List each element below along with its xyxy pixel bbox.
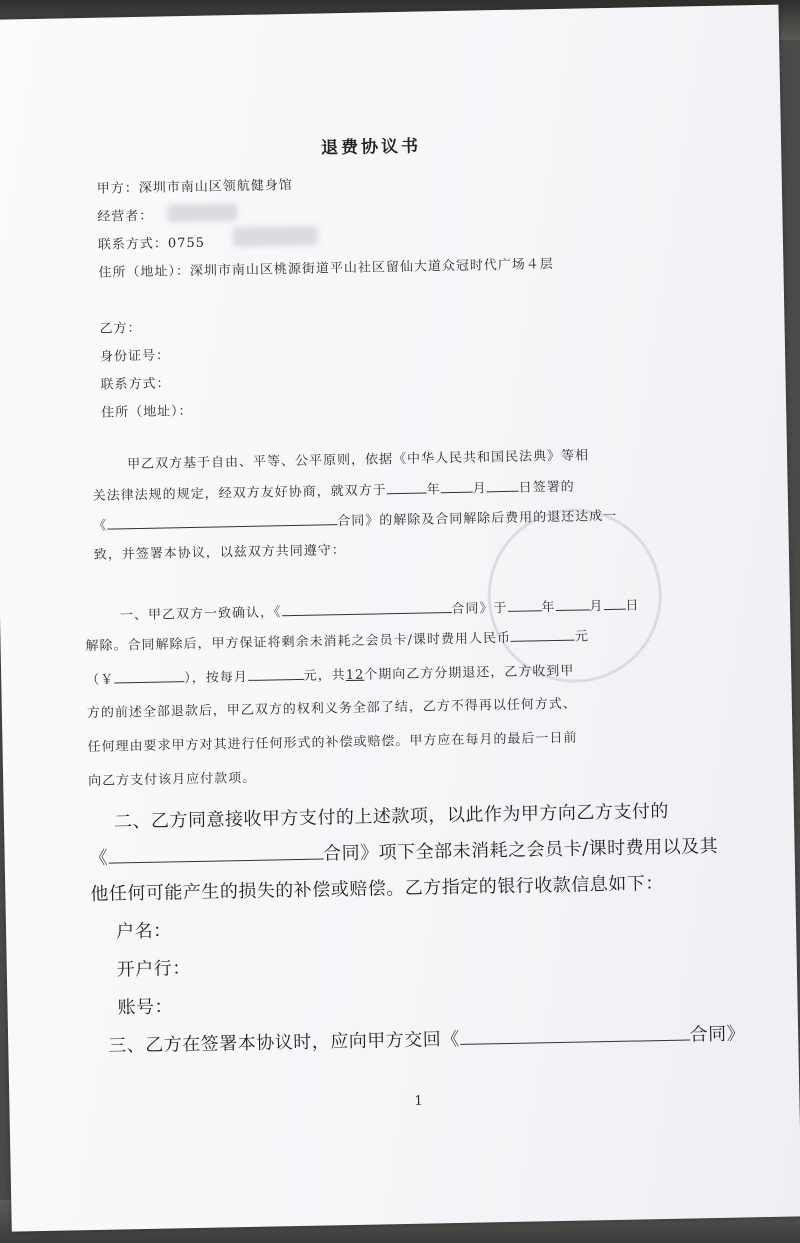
- party-b-id-number: 身份证号：: [99, 348, 171, 365]
- party-a-contact: 联系方式：0755: [97, 235, 206, 253]
- clause-1-line-3: （￥ ），按每月 元，共12个期向乙方分期退还，乙方收到甲: [86, 663, 575, 689]
- party-b-name: 乙方：: [99, 320, 142, 337]
- clause-1-line-4: 方的前述全部退款后，甲乙双方的权利义务全部了结，乙方不得再以任何方式、: [86, 696, 577, 722]
- party-a-name: 甲方：深圳市南山区领航健身馆: [96, 177, 293, 197]
- clause-2-line-3: 他任何可能产生的损失的补偿或赔偿。乙方指定的银行收款信息如下：: [90, 872, 664, 905]
- preamble-line-4: 致，并签署本协议，以兹双方共同遵守：: [93, 543, 346, 563]
- bank-name: 开户行：: [116, 958, 192, 981]
- page-number: 1: [414, 1093, 424, 1109]
- preamble-line-3: 《 合同》的解除及合同解除后费用的退还达成一: [93, 508, 618, 534]
- redacted-operator: [167, 203, 237, 222]
- document-title: 退费协议书: [320, 136, 422, 159]
- clause-1-line-2: 解除。合同解除后，甲方保证将剩余未消耗之会员卡/课时费用人民币 元: [85, 624, 589, 654]
- clause-1-line-1: 一、甲乙双方一致确认，《 合同》于 年 月 日: [120, 593, 640, 623]
- clause-1-line-6: 向乙方支付该月应付款项。: [88, 770, 257, 790]
- document-page: [0, 5, 800, 1232]
- redacted-phone: [233, 226, 318, 248]
- clause-1-line-5: 任何理由要求甲方对其进行任何形式的补偿或赔偿。甲方应在每月的最后一日前: [87, 730, 578, 756]
- clause-2-line-1: 二、乙方同意接收甲方支付的上述款项，以此作为甲方向乙方支付的: [113, 800, 670, 833]
- clause-3-line-1: 三、乙方在签署本协议时，应向甲方交回《 合同》: [108, 1023, 746, 1057]
- preamble-line-1: 甲乙双方基于自由、平等、公平原则，依据《中华人民共和国民法典》等相: [126, 448, 590, 473]
- bank-account-name: 户名：: [115, 920, 172, 943]
- preamble-line-2: 关法律法规的规定，经双方友好协商，就双方于 年 月 日签署的: [92, 475, 574, 504]
- party-b-address: 住所（地址）：: [100, 403, 193, 421]
- party-a-address: 住所（地址）：深圳市南山区桃源街道平山社区留仙大道众冠时代广场４层: [98, 256, 555, 281]
- party-b-contact: 联系方式：: [100, 376, 171, 393]
- bank-account-number: 账号：: [117, 996, 174, 1019]
- clause-2-line-2: 《 合同》项下全部未消耗之会员卡/课时费用以及其: [89, 835, 719, 870]
- party-a-operator: 经营者：: [97, 208, 154, 225]
